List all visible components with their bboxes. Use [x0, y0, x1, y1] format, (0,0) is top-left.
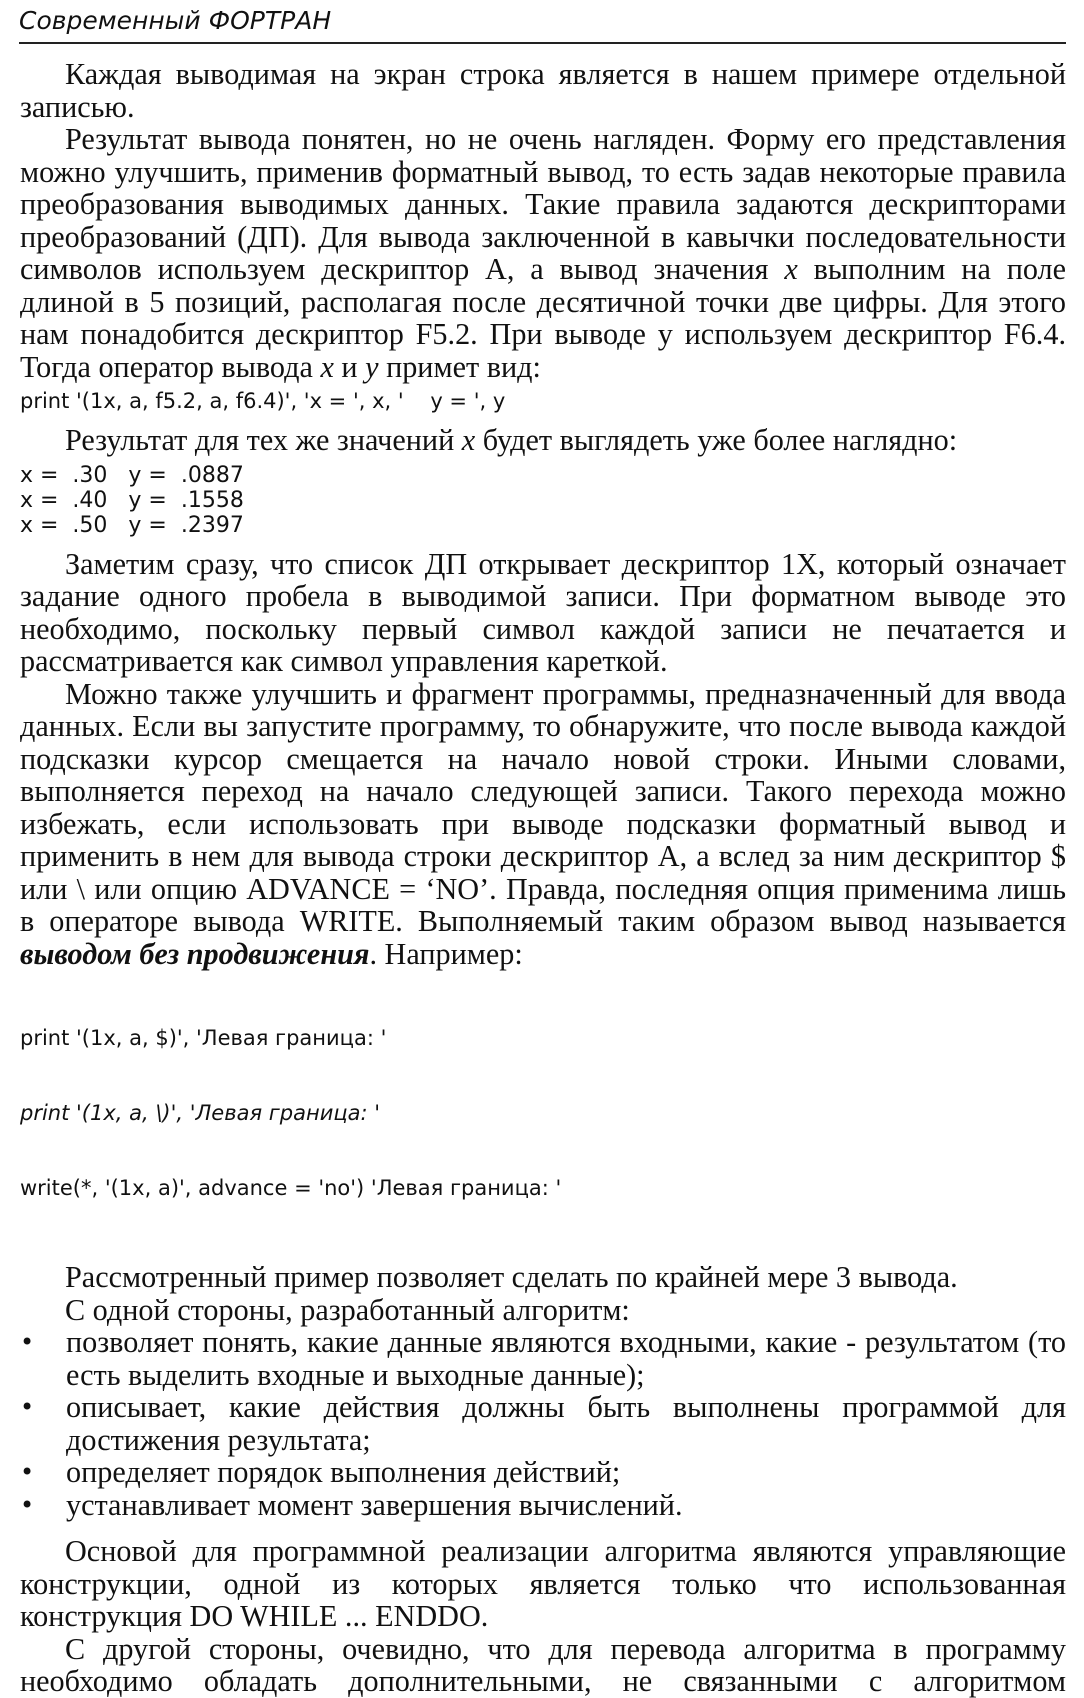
paragraph-records: Каждая выводимая на экран строка является в нашем примере отдельной записью. — [20, 57, 1066, 124]
list-item-text: позволяет понять, какие данные являются входными, какие - результатом (то есть выделить входные и выходные данные); — [66, 1325, 1066, 1392]
variable-x: x — [784, 252, 798, 286]
running-title: Современный ФОРТРАН — [19, 6, 332, 35]
header-rule — [19, 42, 1066, 44]
code-line: print '(1x, a, $)', 'Левая граница: ' — [20, 1026, 387, 1050]
term-non-advancing: выводом без продвижения — [20, 936, 370, 971]
page-body — [20, 58, 1066, 1698]
list-item — [20, 1391, 1066, 1456]
list-item-text: устанавливает момент завершения вычислений. — [66, 1487, 683, 1522]
output-line: x = .40 y = .1558 — [20, 487, 244, 513]
text-run: Результат вывода понятен, но не очень нагляден. Форму его представления можно улучшить, применив форматный вывод, то есть задав некоторые правила преобразования выводимых данных. Такие правила задаются дескрипторами преобразований (ДП). Для вывода заключенной в кавычки последовательности символов используем дескриптор A, а вывод значения — [20, 122, 1066, 286]
spacer — [20, 538, 1066, 548]
paragraph-1x-descriptor: Заметим сразу, что список ДП открывает дескриптор 1X, который означает задание одного пробела в выводимой записи. При форматном выводе это необходимо, поскольку первый символ каждой записи не печатается и рассматривается как символ управления кареткой. — [20, 546, 1066, 678]
paragraph-conclusions: Рассмотренный пример позволяет сделать по крайней мере 3 вывода. — [65, 1260, 958, 1294]
text-run: . Например: — [369, 936, 523, 971]
algorithm-properties-list — [20, 1326, 1066, 1521]
paragraph-advance — [20, 678, 1066, 971]
variable-x: x — [320, 349, 334, 384]
code-advance-examples — [20, 976, 1066, 1251]
code-print-statement — [20, 389, 1066, 414]
text-run: будет выглядеть уже более наглядно: — [475, 423, 958, 457]
paragraph-result — [20, 424, 1066, 457]
bullet-icon: • — [20, 1458, 35, 1486]
bullet-icon: • — [20, 1328, 35, 1356]
bullet-icon: • — [20, 1490, 35, 1519]
text-run: Результат для тех же значений — [65, 423, 462, 457]
list-item — [20, 1456, 1066, 1489]
bullet-icon: • — [20, 1393, 35, 1421]
text-run: выполним на поле длиной в 5 позиций, располагая после десятичной точки две цифры. Для этого нам понадобится дескриптор F5.2. При выводе y используем дескриптор F6.4. Тогда оператор вывода — [20, 252, 1067, 384]
code-line: write(*, '(1x, a)', advance = 'no') 'Левая граница: ' — [20, 1176, 562, 1200]
list-item — [20, 1326, 1066, 1391]
code-line: print '(1x, a, \)', 'Левая граница: ' — [20, 1101, 381, 1125]
code-line: print '(1x, a, f5.2, a, f6.4)', 'x = ', x, ' y = ', y — [20, 389, 506, 413]
text-run: и — [333, 349, 366, 384]
paragraph-format-output — [20, 123, 1066, 383]
output-line: x = .30 y = .0887 — [20, 462, 244, 488]
paragraph-other-side: С другой стороны, очевидно, что для перевода алгоритма в программу необходимо обладать дополнительными, не связанными с алгоритмом — [20, 1631, 1066, 1698]
paragraph-one-side: С одной стороны, разработанный алгоритм: — [65, 1292, 630, 1327]
output-line: x = .50 y = .2397 — [20, 512, 244, 538]
variable-x: x — [461, 423, 476, 457]
text-run: примет вид: — [378, 349, 541, 384]
program-output — [20, 463, 1066, 538]
list-item-text: определяет порядок выполнения действий; — [66, 1455, 621, 1489]
spacer — [20, 1521, 1066, 1535]
list-item-text: описывает, какие действия должны быть выполнены программой для достижения результата; — [66, 1390, 1066, 1457]
paragraph-control-constructs: Основой для программной реализации алгоритма являются управляющие конструкции, одной из которых является только что использованная конструкция DO WHILE ... ENDDO. — [20, 1534, 1066, 1633]
text-run: Можно также улучшить и фрагмент программы, предназначенный для ввода данных. Если вы запустите программу, то обнаружите, что после вывода каждой подсказки курсор смещается на начало новой строки. Иными словами, выполняется переход на начало следующей записи. Такого перехода можно избежать, если использовать при выводе подсказки форматный вывод и применить в нем для вывода строки дескриптор A, а вслед за ним дескриптор $ или \ или опцию ADVANCE = ‘NO’. Правда, последняя опция применима лишь в операторе вывода WRITE. Выполняемый таким образом вывод называется — [20, 676, 1066, 938]
list-item — [20, 1489, 1066, 1522]
variable-y: y — [365, 349, 379, 384]
